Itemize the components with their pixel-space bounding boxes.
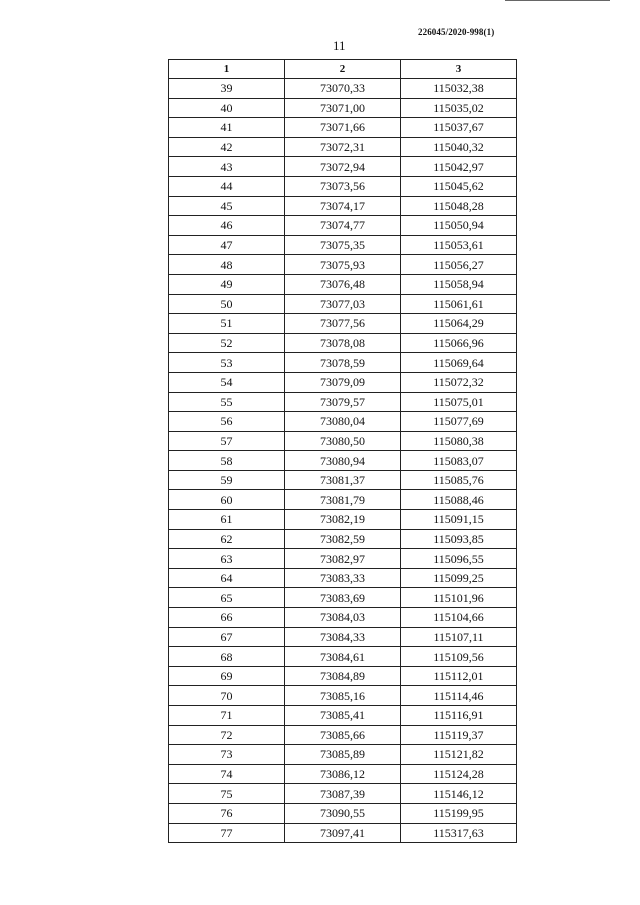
coordinates-table: [168, 59, 517, 843]
x-coordinate-cell: 73085,16: [285, 686, 401, 706]
table-row: [169, 98, 517, 118]
table-row: [169, 745, 517, 765]
table-row: [169, 823, 517, 843]
x-coordinate-cell: 73072,31: [285, 137, 401, 157]
table-row: [169, 235, 517, 255]
x-coordinate-cell: 73084,89: [285, 666, 401, 686]
point-number-cell: 54: [169, 372, 285, 392]
point-number-cell: 47: [169, 235, 285, 255]
table-row: [169, 216, 517, 236]
point-number-cell: 64: [169, 568, 285, 588]
y-coordinate-cell: 115099,25: [401, 568, 517, 588]
x-coordinate-cell: 73071,66: [285, 118, 401, 138]
table-row: [169, 412, 517, 432]
point-number-cell: 62: [169, 529, 285, 549]
table-row: [169, 549, 517, 569]
table-row: [169, 510, 517, 530]
point-number-cell: 74: [169, 764, 285, 784]
x-coordinate-cell: 73075,35: [285, 235, 401, 255]
y-coordinate-cell: 115035,02: [401, 98, 517, 118]
y-coordinate-cell: 115066,96: [401, 333, 517, 353]
point-number-cell: 49: [169, 274, 285, 294]
point-number-cell: 71: [169, 706, 285, 726]
point-number-cell: 50: [169, 294, 285, 314]
point-number-cell: 46: [169, 216, 285, 236]
x-coordinate-cell: 73070,33: [285, 79, 401, 99]
table-row: [169, 372, 517, 392]
y-coordinate-cell: 115056,27: [401, 255, 517, 275]
x-coordinate-cell: 73084,33: [285, 627, 401, 647]
table-row: [169, 725, 517, 745]
point-number-cell: 51: [169, 314, 285, 334]
y-coordinate-cell: 115121,82: [401, 745, 517, 765]
x-coordinate-cell: 73086,12: [285, 764, 401, 784]
table-row: [169, 706, 517, 726]
table-row: [169, 431, 517, 451]
point-number-cell: 42: [169, 137, 285, 157]
table-body: [169, 79, 517, 843]
y-coordinate-cell: 115032,38: [401, 79, 517, 99]
point-number-cell: 58: [169, 451, 285, 471]
x-coordinate-cell: 73081,79: [285, 490, 401, 510]
x-coordinate-cell: 73074,77: [285, 216, 401, 236]
point-number-cell: 56: [169, 412, 285, 432]
table-row: [169, 588, 517, 608]
y-coordinate-cell: 115077,69: [401, 412, 517, 432]
column-header-1: 1: [169, 60, 285, 79]
table-row: [169, 294, 517, 314]
table-row: [169, 627, 517, 647]
point-number-cell: 69: [169, 666, 285, 686]
x-coordinate-cell: 73080,94: [285, 451, 401, 471]
point-number-cell: 60: [169, 490, 285, 510]
y-coordinate-cell: 115083,07: [401, 451, 517, 471]
point-number-cell: 61: [169, 510, 285, 530]
y-coordinate-cell: 115091,15: [401, 510, 517, 530]
x-coordinate-cell: 73075,93: [285, 255, 401, 275]
x-coordinate-cell: 73076,48: [285, 274, 401, 294]
y-coordinate-cell: 115088,46: [401, 490, 517, 510]
y-coordinate-cell: 115040,32: [401, 137, 517, 157]
table-row: [169, 314, 517, 334]
x-coordinate-cell: 73082,97: [285, 549, 401, 569]
y-coordinate-cell: 115317,63: [401, 823, 517, 843]
x-coordinate-cell: 73081,37: [285, 470, 401, 490]
table-row: [169, 79, 517, 99]
table-row: [169, 176, 517, 196]
x-coordinate-cell: 73085,89: [285, 745, 401, 765]
table-row: [169, 255, 517, 275]
y-coordinate-cell: 115085,76: [401, 470, 517, 490]
point-number-cell: 55: [169, 392, 285, 412]
top-rule-line: [505, 0, 610, 1]
x-coordinate-cell: 73077,56: [285, 314, 401, 334]
table-row: [169, 274, 517, 294]
point-number-cell: 48: [169, 255, 285, 275]
x-coordinate-cell: 73071,00: [285, 98, 401, 118]
y-coordinate-cell: 115053,61: [401, 235, 517, 255]
y-coordinate-cell: 115075,01: [401, 392, 517, 412]
y-coordinate-cell: 115069,64: [401, 353, 517, 373]
y-coordinate-cell: 115119,37: [401, 725, 517, 745]
point-number-cell: 39: [169, 79, 285, 99]
column-header-3: 3: [401, 60, 517, 79]
y-coordinate-cell: 115124,28: [401, 764, 517, 784]
x-coordinate-cell: 73072,94: [285, 157, 401, 177]
y-coordinate-cell: 115114,46: [401, 686, 517, 706]
document-reference: 226045/2020-998(1): [418, 27, 495, 37]
y-coordinate-cell: 115109,56: [401, 647, 517, 667]
point-number-cell: 77: [169, 823, 285, 843]
x-coordinate-cell: 73090,55: [285, 803, 401, 823]
y-coordinate-cell: 115058,94: [401, 274, 517, 294]
x-coordinate-cell: 73082,59: [285, 529, 401, 549]
y-coordinate-cell: 115045,62: [401, 176, 517, 196]
table-row: [169, 803, 517, 823]
x-coordinate-cell: 73077,03: [285, 294, 401, 314]
x-coordinate-cell: 73084,61: [285, 647, 401, 667]
y-coordinate-cell: 115048,28: [401, 196, 517, 216]
x-coordinate-cell: 73087,39: [285, 784, 401, 804]
y-coordinate-cell: 115072,32: [401, 372, 517, 392]
y-coordinate-cell: 115061,61: [401, 294, 517, 314]
y-coordinate-cell: 115080,38: [401, 431, 517, 451]
point-number-cell: 45: [169, 196, 285, 216]
y-coordinate-cell: 115104,66: [401, 608, 517, 628]
point-number-cell: 52: [169, 333, 285, 353]
y-coordinate-cell: 115050,94: [401, 216, 517, 236]
y-coordinate-cell: 115146,12: [401, 784, 517, 804]
point-number-cell: 68: [169, 647, 285, 667]
point-number-cell: 57: [169, 431, 285, 451]
y-coordinate-cell: 115096,55: [401, 549, 517, 569]
table-row: [169, 568, 517, 588]
x-coordinate-cell: 73085,41: [285, 706, 401, 726]
table-row: [169, 647, 517, 667]
x-coordinate-cell: 73083,69: [285, 588, 401, 608]
x-coordinate-cell: 73084,03: [285, 608, 401, 628]
x-coordinate-cell: 73079,57: [285, 392, 401, 412]
table-header-row: [169, 60, 517, 79]
point-number-cell: 65: [169, 588, 285, 608]
y-coordinate-cell: 115042,97: [401, 157, 517, 177]
point-number-cell: 40: [169, 98, 285, 118]
x-coordinate-cell: 73079,09: [285, 372, 401, 392]
point-number-cell: 75: [169, 784, 285, 804]
y-coordinate-cell: 115037,67: [401, 118, 517, 138]
table-row: [169, 784, 517, 804]
y-coordinate-cell: 115116,91: [401, 706, 517, 726]
table-row: [169, 451, 517, 471]
y-coordinate-cell: 115093,85: [401, 529, 517, 549]
x-coordinate-cell: 73082,19: [285, 510, 401, 530]
table-row: [169, 608, 517, 628]
y-coordinate-cell: 115064,29: [401, 314, 517, 334]
point-number-cell: 67: [169, 627, 285, 647]
x-coordinate-cell: 73085,66: [285, 725, 401, 745]
point-number-cell: 43: [169, 157, 285, 177]
point-number-cell: 53: [169, 353, 285, 373]
point-number-cell: 76: [169, 803, 285, 823]
x-coordinate-cell: 73073,56: [285, 176, 401, 196]
y-coordinate-cell: 115199,95: [401, 803, 517, 823]
page-number: 11: [333, 38, 346, 53]
x-coordinate-cell: 73080,50: [285, 431, 401, 451]
y-coordinate-cell: 115101,96: [401, 588, 517, 608]
y-coordinate-cell: 115107,11: [401, 627, 517, 647]
table-row: [169, 764, 517, 784]
point-number-cell: 63: [169, 549, 285, 569]
point-number-cell: 70: [169, 686, 285, 706]
x-coordinate-cell: 73078,08: [285, 333, 401, 353]
table-row: [169, 118, 517, 138]
table-row: [169, 196, 517, 216]
x-coordinate-cell: 73097,41: [285, 823, 401, 843]
table-row: [169, 470, 517, 490]
point-number-cell: 44: [169, 176, 285, 196]
table-row: [169, 529, 517, 549]
table-row: [169, 666, 517, 686]
table-row: [169, 157, 517, 177]
table-row: [169, 686, 517, 706]
y-coordinate-cell: 115112,01: [401, 666, 517, 686]
table-row: [169, 137, 517, 157]
x-coordinate-cell: 73080,04: [285, 412, 401, 432]
column-header-2: 2: [285, 60, 401, 79]
table-row: [169, 353, 517, 373]
point-number-cell: 73: [169, 745, 285, 765]
table-row: [169, 490, 517, 510]
point-number-cell: 72: [169, 725, 285, 745]
point-number-cell: 41: [169, 118, 285, 138]
x-coordinate-cell: 73074,17: [285, 196, 401, 216]
table-row: [169, 333, 517, 353]
point-number-cell: 66: [169, 608, 285, 628]
point-number-cell: 59: [169, 470, 285, 490]
table-row: [169, 392, 517, 412]
x-coordinate-cell: 73083,33: [285, 568, 401, 588]
x-coordinate-cell: 73078,59: [285, 353, 401, 373]
